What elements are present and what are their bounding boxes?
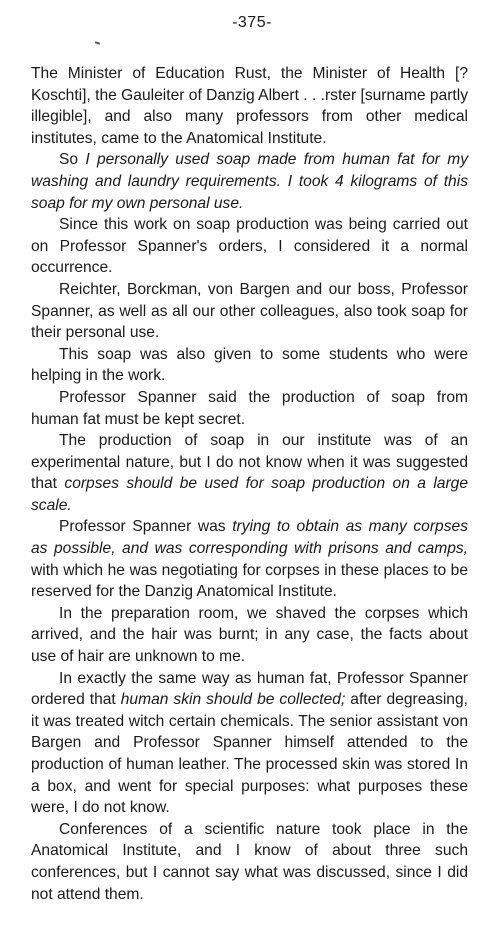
text-run: after degreasing, it was treated witch certain chemicals. The senior assistant von Bargen and Professor Spanner himself attended to the production of human leather. The processed skin was stored In a box, and went for special purposes: what purposes these were, I do not know. xyxy=(31,691,468,817)
text-run: with which he was negotiating for corpses in these places to be reserved for the Danzig Anatomical Institute. xyxy=(31,561,468,601)
text-run: The production of soap in our institute was of an experimental nature, but I do not know when it was suggested that xyxy=(31,432,468,493)
paragraph xyxy=(31,279,468,344)
text-run: Conferences of a scientific nature took place in the Anatomical Institute, and I know of about three such conferences, but I cannot say what was discussed, since I did not attend them. xyxy=(31,820,468,903)
text-run: Professor Spanner said the production of soap from human fat must be kept secret. xyxy=(31,388,468,428)
text-run: So xyxy=(59,151,86,169)
emphasized-text: human skin should be collected; xyxy=(120,691,346,709)
text-run: In exactly the same way as human fat, Professor Spanner ordered that xyxy=(31,669,468,709)
paragraph xyxy=(31,387,468,430)
paragraph xyxy=(31,149,468,214)
emphasized-text: corpses should be used for soap production on a large scale. xyxy=(31,475,468,514)
paragraph xyxy=(31,344,468,387)
paragraph xyxy=(31,819,468,905)
text-run: The Minister of Education Rust, the Minister of Health [?Koschti], the Gauleiter of Danzig Albert . . .rster [surname partly illegible], and also many professors from other medical institutes, came to the Anatomical Institute. xyxy=(31,65,468,147)
text-run: Reichter, Borckman, von Bargen and our boss, Professor Spanner, as well as all our other colleagues, also took soap for their personal use. xyxy=(31,280,468,342)
paragraph xyxy=(31,214,468,279)
body-text xyxy=(31,63,468,905)
text-run: This soap was also given to some students who were helping in the work. xyxy=(31,345,468,385)
emphasized-text: trying to obtain as many corpses as possible, and was corresponding with prisons and camps, xyxy=(31,518,468,558)
text-run: Professor Spanner was xyxy=(59,518,233,536)
emphasized-text: I personally used soap made from human fat for my washing and laundry requirements. I took 4 kilograms of this soap for my own personal use. xyxy=(31,151,468,212)
paragraph xyxy=(31,668,468,819)
paragraph xyxy=(31,63,468,149)
text-run: Since this work on soap production was being carried out on Professor Spanner's orders, I considered it a normal occurrence. xyxy=(31,216,468,277)
stray-mark xyxy=(95,41,100,45)
text-run: In the preparation room, we shaved the corpses which arrived, and the hair was burnt; in any case, the facts about use of hair are unknown to me. xyxy=(31,604,468,666)
paragraph xyxy=(31,516,468,602)
page-number: -375- xyxy=(232,14,272,31)
paragraph xyxy=(31,430,468,516)
paragraph xyxy=(31,603,468,668)
